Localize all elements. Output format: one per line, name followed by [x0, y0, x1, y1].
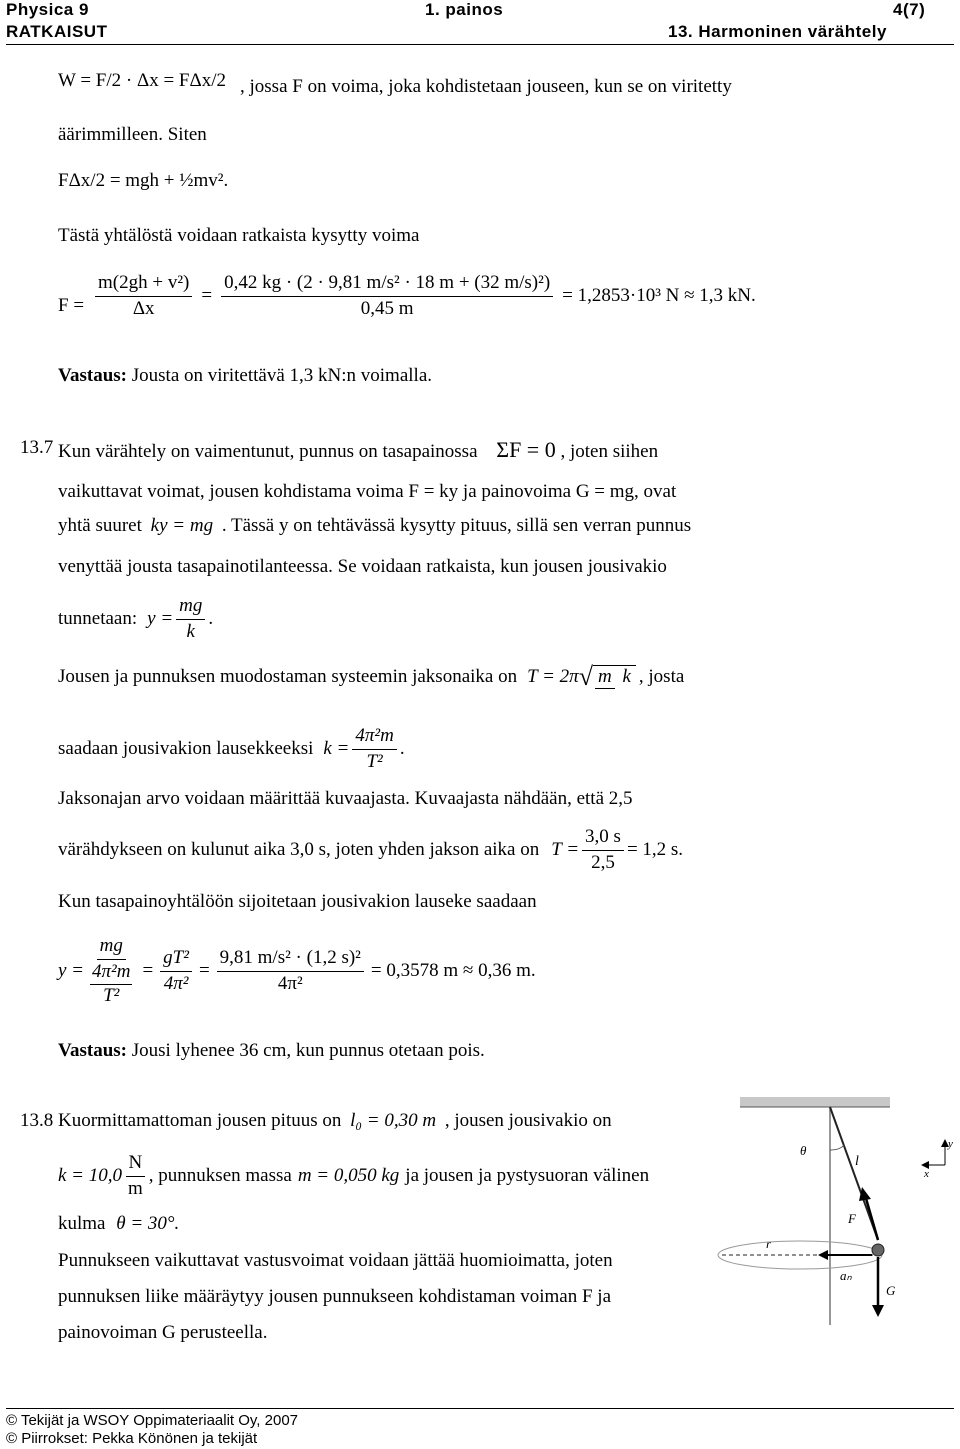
y2-frac-2 — [160, 947, 192, 996]
p137-line-4: venyttää jousta tasapainotilanteessa. Se voidaan ratkaista, kun jousen jousivakio — [58, 556, 667, 577]
p137-line-1b: , joten siihen — [560, 441, 659, 462]
p138-line-3 — [58, 1213, 179, 1235]
answer-2 — [58, 1040, 485, 1062]
y2-f2-num: gT² — [160, 947, 192, 972]
p138-line-1b: , jousen jousivakio on — [444, 1110, 612, 1131]
section-label: RATKAISUT — [6, 22, 108, 41]
y2-f2-den: 4π² — [163, 972, 189, 994]
period-eq-lhs: T = 2π — [527, 666, 579, 687]
book-title: Physica 9 — [6, 0, 89, 19]
force-fraction-1 — [95, 272, 192, 321]
page-number: 4(7) — [893, 0, 926, 19]
equals-1: = — [142, 960, 154, 982]
edition-label: 1. painos — [425, 0, 504, 19]
tval-fraction — [582, 826, 624, 875]
k-unit-fraction — [125, 1152, 146, 1201]
y2-lhs: y = — [58, 960, 85, 982]
problem-number-13-8: 13.8 — [20, 1110, 54, 1131]
footer-rule — [6, 1408, 954, 1409]
k-fraction — [352, 725, 396, 774]
y2-f1-den — [87, 960, 135, 1008]
sum-force-eq: ΣF = 0 — [496, 437, 556, 462]
pendulum-figure — [700, 1095, 955, 1330]
p138-line-1-text: Kuormittamattoman jousen pituus on — [58, 1110, 342, 1131]
tval-num: 3,0 s — [582, 826, 624, 851]
ceiling — [740, 1097, 890, 1107]
equilibrium-eq: ky = mg — [150, 515, 214, 536]
copyright-line-2: © Piirrokset: Pekka Könönen ja tekijät — [6, 1430, 258, 1447]
p138-line-2-text: , punnuksen massa — [148, 1165, 292, 1187]
problem-number-13-7: 13.7 — [20, 437, 54, 458]
y2-result: = 0,3578 m ≈ 0,36 m. — [370, 960, 536, 982]
p138-line-4: Punnukseen vaikuttavat vastusvoimat voidaan jättää huomioimatta, joten — [58, 1250, 613, 1271]
force-F-arrow — [865, 1195, 878, 1240]
y2-frac-1 — [87, 935, 135, 1007]
p138-line-3-text: kulma — [58, 1213, 106, 1234]
period: . — [208, 608, 214, 630]
p137-line-6 — [58, 662, 684, 692]
p137-line-5-text: tunnetaan: — [58, 608, 138, 630]
work-text: , jossa F on voima, joka kohdistetaan jouseen, kun se on viritetty — [240, 76, 732, 97]
header-rule — [6, 44, 954, 45]
copyright-line-1: © Tekijät ja WSOY Oppimateriaalit Oy, 2007 — [6, 1412, 299, 1429]
accel-arrowhead — [818, 1250, 828, 1260]
accel-label: aₙ — [840, 1268, 852, 1283]
k-unit-num: N — [126, 1152, 146, 1177]
p138-line-2b: ja jousen ja pystysuoran välinen — [405, 1165, 650, 1187]
answer-text: Jousta on viritettävä 1,3 kN:n voimalla. — [131, 365, 433, 386]
work-formula: W = F/2 · Δx = FΔx/2 — [58, 70, 226, 91]
gravity-arrowhead — [872, 1305, 884, 1317]
l0-eq: l₀ = 0,30 m — [350, 1110, 437, 1131]
y2-f3-num: 9,81 m/s² · (1,2 s)² — [217, 947, 364, 972]
p137-line-6b: , josta — [638, 666, 685, 687]
period-fraction — [593, 665, 636, 689]
force-frac1-den: Δx — [132, 297, 155, 319]
p137-line-1-text: Kun värähtely on vaimentunut, punnus on tasapainossa — [58, 441, 478, 462]
force-F-label: F — [848, 1211, 856, 1226]
p138-line-6: painovoiman G perusteella. — [58, 1322, 268, 1343]
force-F-arrowhead — [859, 1187, 871, 1201]
k-num: 4π²m — [352, 725, 396, 750]
p137-line-3a: yhtä suuret — [58, 515, 142, 536]
y-num: mg — [176, 595, 205, 620]
k-den: T² — [366, 750, 383, 772]
theta-eq: θ = 30°. — [116, 1213, 180, 1234]
answer-label: Vastaus: — [58, 365, 127, 386]
k-unit-den: m — [128, 1177, 143, 1199]
force-result: = 1,2853·10³ N ≈ 1,3 kN. — [562, 285, 756, 307]
y2-frac-3 — [217, 947, 364, 996]
solve-text: Tästä yhtälöstä voidaan ratkaista kysytty voima — [58, 225, 420, 246]
p137-line-10: Kun tasapainoyhtälöön sijoitetaan jousivakion lauseke saadaan — [58, 891, 537, 912]
tval-lhs: T = — [551, 839, 580, 861]
k-eq-lhs: k = — [323, 738, 350, 760]
gravity-label: G — [886, 1283, 896, 1298]
force-fraction-2 — [221, 272, 553, 321]
theta-label: θ — [800, 1143, 807, 1158]
sqrt-icon: √ — [578, 662, 593, 691]
mass-eq: m = 0,050 kg — [297, 1165, 400, 1187]
p137-line-8: Jaksonajan arvo voidaan määrittää kuvaajasta. Kuvaajasta nähdään, että 2,5 — [58, 788, 633, 809]
theta-arc — [830, 1145, 844, 1150]
y2-f1-den-num: 4π²m — [90, 961, 132, 985]
y-fraction — [176, 595, 205, 644]
p137-line-9 — [58, 826, 683, 875]
equals-2: = — [198, 960, 210, 982]
y2-f1-num: mg — [97, 935, 126, 960]
y2-f1-den-den: T² — [103, 984, 120, 1006]
y2-f3-den: 4π² — [277, 972, 303, 994]
tval-result: = 1,2 s. — [626, 839, 684, 861]
p138-line-2 — [58, 1152, 649, 1201]
p137-line-2: vaikuttavat voimat, jousen kohdistama voima F = ky ja painovoima G = mg, ovat — [58, 481, 677, 502]
force-frac2-den: 0,45 m — [360, 297, 414, 319]
period-num: m — [595, 666, 615, 689]
length-label: l — [855, 1154, 859, 1169]
p137-line-6-text: Jousen ja punnuksen muodostaman systeemin jaksonaika on — [58, 666, 518, 687]
y-solution-equation — [58, 935, 536, 1007]
chapter-title: 13. Harmoninen värähtely — [668, 22, 887, 41]
answer-2-label: Vastaus: — [58, 1040, 127, 1061]
answer-1 — [58, 365, 432, 387]
force-frac2-num: 0,42 kg · (2 · 9,81 m/s² · 18 m + (32 m/s)²) — [221, 272, 553, 297]
p137-line-3b: . Tässä y on tehtävässä kysytty pituus, sillä sen verran punnus — [221, 515, 692, 536]
radius-label: r — [766, 1236, 772, 1251]
y-eq-lhs: y = — [147, 608, 174, 630]
k-value-lhs: k = 10,0 — [58, 1165, 123, 1187]
force-lhs: F = — [58, 295, 85, 316]
bob — [872, 1244, 884, 1256]
axis-x-label: x — [924, 1168, 929, 1180]
equals-sign: = — [201, 285, 213, 307]
p137-line-9-text: värähdykseen on kulunut aika 3,0 s, joten yhden jakson aika on — [58, 839, 540, 861]
p137-line-1 — [58, 437, 658, 463]
p137-line-5 — [58, 595, 213, 644]
force-frac1-num: m(2gh + v²) — [95, 272, 192, 297]
p137-line-7-text: saadaan jousivakion lausekkeeksi — [58, 738, 314, 760]
answer-2-text: Jousi lyhenee 36 cm, kun punnus otetaan pois. — [131, 1040, 485, 1061]
period-den: k — [622, 666, 631, 688]
p138-line-5: punnuksen liike määräytyy jousen punnukseen kohdistaman voiman F ja — [58, 1286, 612, 1307]
period-2: . — [399, 738, 405, 760]
tval-den: 2,5 — [591, 851, 615, 873]
p138-line-1 — [58, 1110, 612, 1132]
work-text-2: äärimmilleen. Siten — [58, 124, 207, 145]
y-den: k — [186, 620, 195, 642]
p137-line-7 — [58, 725, 405, 774]
axis-y-label: y — [948, 1138, 953, 1150]
p137-line-3 — [58, 515, 691, 537]
energy-equation: FΔx/2 = mgh + ½mv². — [58, 170, 229, 191]
force-equation — [92, 272, 756, 321]
